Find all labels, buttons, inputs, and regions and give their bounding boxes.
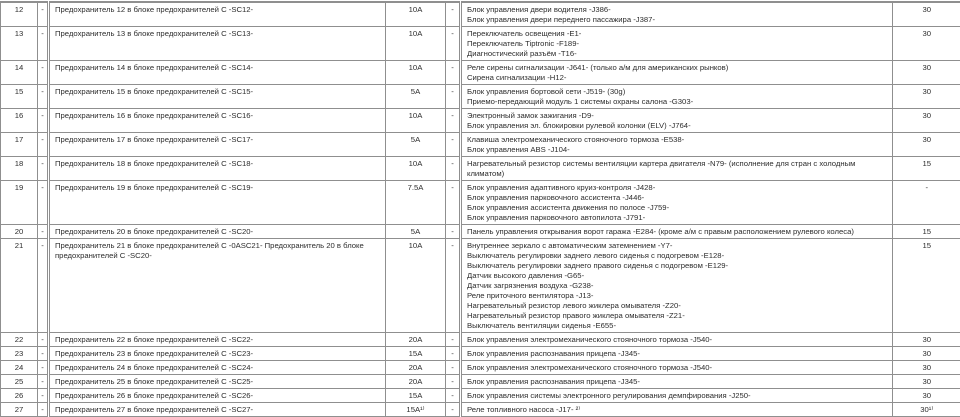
consumer-line: Блок управления двери переднего пассажира -J387-	[467, 15, 886, 25]
consumer-line: Блок управления двери водителя -J386-	[467, 5, 886, 15]
dash-separator-1: -	[38, 225, 49, 239]
terminal-value: 30	[893, 109, 960, 133]
consumer-line: Блок управления ABS -J104-	[467, 145, 886, 155]
amp-rating: 15A	[386, 389, 446, 403]
consumers-cell	[461, 133, 893, 157]
dash-separator-2: -	[446, 2, 461, 27]
terminal-value: -	[893, 181, 960, 225]
consumer-line: Выключатель вентиляции сиденья -E655-	[467, 321, 886, 331]
terminal-value: 15	[893, 225, 960, 239]
fuse-number: 23	[1, 347, 38, 361]
table-row	[1, 333, 960, 347]
dash-separator-1: -	[38, 61, 49, 85]
consumer-line: Переключатель Tiptronic -F189-	[467, 39, 886, 49]
consumer-line: Панель управления открывания ворот гаража -E284- (кроме а/м с правым расположением рулевого колеса)	[467, 227, 886, 237]
dash-separator-1: -	[38, 333, 49, 347]
terminal-value: 30	[893, 347, 960, 361]
amp-rating: 10A	[386, 157, 446, 181]
table-row	[1, 225, 960, 239]
fuse-description: Предохранитель 14 в блоке предохранителей C -SC14-	[49, 61, 386, 85]
dash-separator-1: -	[38, 27, 49, 61]
consumer-line: Выключатель регулировки заднего правого сиденья с подогревом -E129-	[467, 261, 886, 271]
fuse-number: 22	[1, 333, 38, 347]
fuse-description: Предохранитель 26 в блоке предохранителей C -SC26-	[49, 389, 386, 403]
table-row	[1, 239, 960, 333]
consumers-cell	[461, 361, 893, 375]
fuse-description: Предохранитель 19 в блоке предохранителей C -SC19-	[49, 181, 386, 225]
consumers-cell	[461, 333, 893, 347]
dash-separator-1: -	[38, 239, 49, 333]
fuse-number: 25	[1, 375, 38, 389]
table-row	[1, 61, 960, 85]
table-row	[1, 181, 960, 225]
dash-separator-1: -	[38, 157, 49, 181]
dash-separator-2: -	[446, 85, 461, 109]
consumer-line: Блок управления парковочного автопилота -J791-	[467, 213, 886, 223]
fuse-description: Предохранитель 23 в блоке предохранителей C -SC23-	[49, 347, 386, 361]
amp-rating: 10A	[386, 109, 446, 133]
table-row	[1, 375, 960, 389]
dash-separator-1: -	[38, 389, 49, 403]
amp-rating: 5A	[386, 133, 446, 157]
consumer-line: Блок управления системы электронного регулирования демпфирования -J250-	[467, 391, 886, 401]
table-row	[1, 347, 960, 361]
consumer-line: Блок управления парковочного ассистента -J446-	[467, 193, 886, 203]
fuse-number: 27	[1, 403, 38, 417]
consumer-line: Реле приточного вентилятора -J13-	[467, 291, 886, 301]
consumers-cell	[461, 181, 893, 225]
dash-separator-2: -	[446, 347, 461, 361]
dash-separator-1: -	[38, 403, 49, 417]
dash-separator-2: -	[446, 61, 461, 85]
table-row	[1, 109, 960, 133]
dash-separator-2: -	[446, 133, 461, 157]
consumers-cell	[461, 2, 893, 27]
fuse-number: 20	[1, 225, 38, 239]
table-row	[1, 403, 960, 417]
fuse-assignment-table	[0, 1, 960, 417]
amp-rating: 10A	[386, 27, 446, 61]
fuse-number: 21	[1, 239, 38, 333]
consumers-cell	[461, 239, 893, 333]
fuse-number: 19	[1, 181, 38, 225]
fuse-description: Предохранитель 22 в блоке предохранителей C -SC22-	[49, 333, 386, 347]
dash-separator-2: -	[446, 375, 461, 389]
terminal-value: 15	[893, 239, 960, 333]
dash-separator-1: -	[38, 133, 49, 157]
consumer-line: Реле топливного насоса -J17- ²⁾	[467, 405, 886, 415]
fuse-description: Предохранитель 27 в блоке предохранителей C -SC27-	[49, 403, 386, 417]
dash-separator-2: -	[446, 109, 461, 133]
amp-rating: 5A	[386, 225, 446, 239]
fuse-description: Предохранитель 16 в блоке предохранителей C -SC16-	[49, 109, 386, 133]
dash-separator-1: -	[38, 181, 49, 225]
consumer-line: Переключатель освещения -E1-	[467, 29, 886, 39]
terminal-value: 30	[893, 389, 960, 403]
table-row	[1, 85, 960, 109]
dash-separator-2: -	[446, 361, 461, 375]
terminal-value: 15	[893, 157, 960, 181]
table-row	[1, 27, 960, 61]
consumer-line: Блок управления эл. блокировки рулевой колонки (ELV) -J764-	[467, 121, 886, 131]
fuse-number: 14	[1, 61, 38, 85]
consumers-cell	[461, 389, 893, 403]
amp-rating: 15A	[386, 347, 446, 361]
dash-separator-2: -	[446, 239, 461, 333]
fuse-number: 13	[1, 27, 38, 61]
amp-rating: 10A	[386, 61, 446, 85]
terminal-value: 30	[893, 375, 960, 389]
consumer-line: Датчик высокого давления -G65-	[467, 271, 886, 281]
consumers-cell	[461, 27, 893, 61]
fuse-description: Предохранитель 20 в блоке предохранителей C -SC20-	[49, 225, 386, 239]
terminal-value: 30	[893, 27, 960, 61]
terminal-value: 30	[893, 133, 960, 157]
table-row	[1, 133, 960, 157]
amp-rating: 15A¹⁾	[386, 403, 446, 417]
dash-separator-1: -	[38, 85, 49, 109]
consumer-line: Внутреннее зеркало с автоматическим затемнением -Y7-	[467, 241, 886, 251]
terminal-value: 30	[893, 2, 960, 27]
consumers-cell	[461, 375, 893, 389]
fuse-description: Предохранитель 18 в блоке предохранителей C -SC18-	[49, 157, 386, 181]
consumers-cell	[461, 225, 893, 239]
consumer-line: Датчик загрязнения воздуха -G238-	[467, 281, 886, 291]
fuse-number: 12	[1, 2, 38, 27]
fuse-number: 17	[1, 133, 38, 157]
consumers-cell	[461, 85, 893, 109]
dash-separator-2: -	[446, 403, 461, 417]
fuse-description: Предохранитель 24 в блоке предохранителей C -SC24-	[49, 361, 386, 375]
table-row	[1, 361, 960, 375]
dash-separator-2: -	[446, 181, 461, 225]
consumers-cell	[461, 61, 893, 85]
consumer-line: Нагревательный резистор правого жиклера омывателя -Z21-	[467, 311, 886, 321]
consumer-line: Блок управления электромеханического стояночного тормоза -J540-	[467, 335, 886, 345]
terminal-value: 30	[893, 85, 960, 109]
consumer-line: Клавиша электромеханического стояночного тормоза -E538-	[467, 135, 886, 145]
dash-separator-2: -	[446, 225, 461, 239]
consumer-line: Блок управления электромеханического стояночного тормоза -J540-	[467, 363, 886, 373]
table-row	[1, 157, 960, 181]
dash-separator-1: -	[38, 2, 49, 27]
dash-separator-2: -	[446, 27, 461, 61]
fuse-description: Предохранитель 21 в блоке предохранителей C -0ASC21- Предохранитель 20 в блоке предохранителей C -SC20-	[49, 239, 386, 333]
fuse-description: Предохранитель 12 в блоке предохранителей C -SC12-	[49, 2, 386, 27]
consumer-line: Блок управления распознавания прицепа -J345-	[467, 377, 886, 387]
consumer-line: Диагностический разъём -T16-	[467, 49, 886, 59]
amp-rating: 20A	[386, 375, 446, 389]
terminal-value: 30¹⁾	[893, 403, 960, 417]
amp-rating: 5A	[386, 85, 446, 109]
consumer-line: Нагревательный резистор системы вентиляции картера двигателя -N79- (исполнение для стран с холодным климатом)	[467, 159, 886, 179]
terminal-value: 30	[893, 333, 960, 347]
table-row	[1, 2, 960, 27]
dash-separator-2: -	[446, 157, 461, 181]
consumers-cell	[461, 157, 893, 181]
dash-separator-2: -	[446, 389, 461, 403]
fuse-description: Предохранитель 13 в блоке предохранителей C -SC13-	[49, 27, 386, 61]
fuse-number: 26	[1, 389, 38, 403]
dash-separator-1: -	[38, 109, 49, 133]
consumer-line: Блок управления ассистента движения по полосе -J759-	[467, 203, 886, 213]
dash-separator-2: -	[446, 333, 461, 347]
fuse-number: 18	[1, 157, 38, 181]
consumer-line: Реле сирены сигнализации -J641- (только а/м для американских рынков)	[467, 63, 886, 73]
fuse-description: Предохранитель 17 в блоке предохранителей C -SC17-	[49, 133, 386, 157]
consumer-line: Блок управления распознавания прицепа -J345-	[467, 349, 886, 359]
fuse-description: Предохранитель 25 в блоке предохранителей C -SC25-	[49, 375, 386, 389]
consumer-line: Приемо-передающий модуль 1 системы охраны салона -G303-	[467, 97, 886, 107]
consumers-cell	[461, 109, 893, 133]
amp-rating: 10A	[386, 239, 446, 333]
terminal-value: 30	[893, 361, 960, 375]
consumers-cell	[461, 403, 893, 417]
consumer-line: Нагревательный резистор левого жиклера омывателя -Z20-	[467, 301, 886, 311]
consumer-line: Блок управления адаптивного круиз-контроля -J428-	[467, 183, 886, 193]
consumer-line: Электронный замок зажигания -D9-	[467, 111, 886, 121]
consumer-line: Выключатель регулировки заднего левого сиденья с подогревом -E128-	[467, 251, 886, 261]
dash-separator-1: -	[38, 347, 49, 361]
table-row	[1, 389, 960, 403]
fuse-number: 15	[1, 85, 38, 109]
dash-separator-1: -	[38, 375, 49, 389]
consumers-cell	[461, 347, 893, 361]
amp-rating: 10A	[386, 2, 446, 27]
fuse-number: 16	[1, 109, 38, 133]
consumer-line: Сирена сигнализации -H12-	[467, 73, 886, 83]
amp-rating: 20A	[386, 333, 446, 347]
consumer-line: Блок управления бортовой сети -J519- (30g)	[467, 87, 886, 97]
fuse-number: 24	[1, 361, 38, 375]
amp-rating: 20A	[386, 361, 446, 375]
amp-rating: 7.5A	[386, 181, 446, 225]
fuse-table-body	[1, 2, 960, 417]
terminal-value: 30	[893, 61, 960, 85]
dash-separator-1: -	[38, 361, 49, 375]
fuse-description: Предохранитель 15 в блоке предохранителей C -SC15-	[49, 85, 386, 109]
